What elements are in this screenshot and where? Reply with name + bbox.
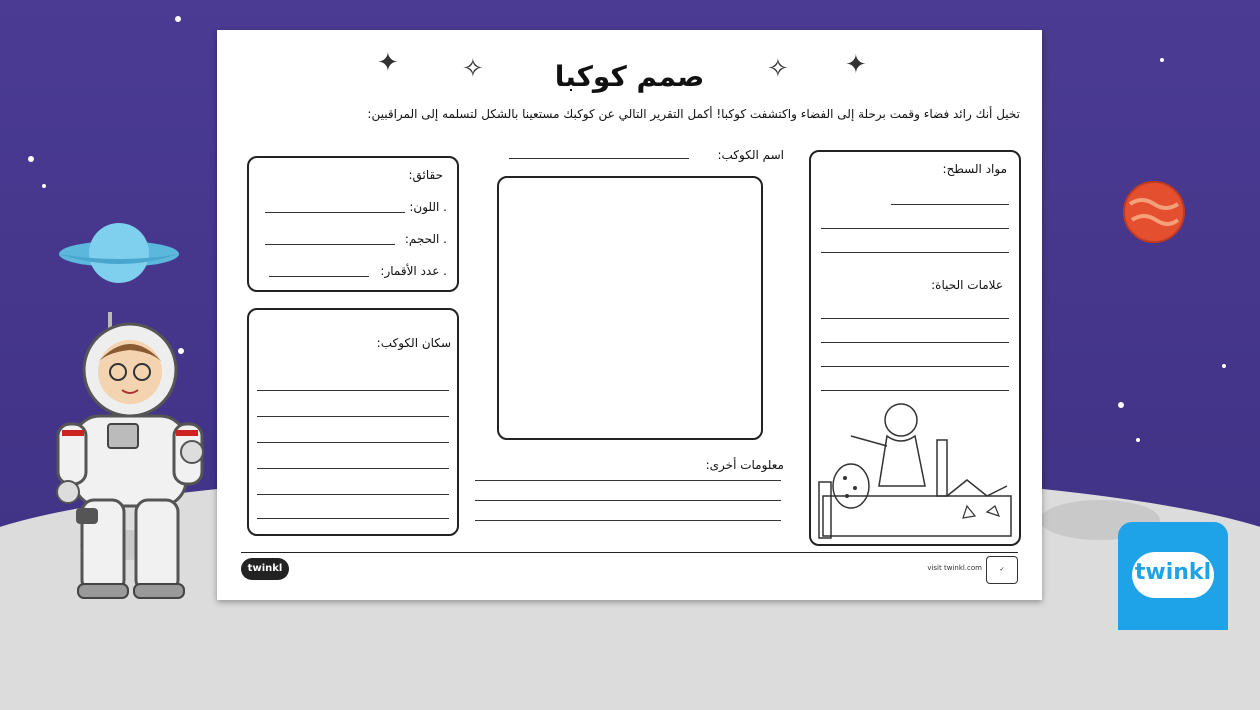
answer-line[interactable] — [257, 390, 449, 391]
sparkle-icon: ✦ — [845, 50, 867, 80]
surface-label: مواد السطح: — [942, 162, 1007, 176]
answer-line[interactable] — [269, 276, 369, 277]
star — [42, 184, 46, 188]
child-in-bed-illustration — [817, 396, 1013, 540]
answer-line[interactable] — [821, 318, 1009, 319]
red-planet-icon — [1122, 180, 1186, 244]
answer-line[interactable] — [821, 390, 1009, 391]
star — [175, 16, 181, 22]
star — [28, 156, 34, 162]
star — [1136, 438, 1140, 442]
answer-line[interactable] — [475, 520, 781, 521]
answer-line[interactable] — [475, 480, 781, 481]
twinkl-logo: twinkl — [241, 558, 289, 580]
sparkle-icon: ✧ — [767, 54, 789, 84]
fact-moons-label: . عدد الأقمار: — [380, 264, 447, 278]
twinkl-badge[interactable] — [1118, 522, 1228, 630]
sparkle-icon: ✦ — [377, 48, 399, 78]
answer-line[interactable] — [821, 366, 1009, 367]
answer-line[interactable] — [257, 518, 449, 519]
worksheet — [217, 30, 1042, 600]
answer-line[interactable] — [891, 204, 1009, 205]
visit-link[interactable]: visit twinkl.com — [927, 564, 982, 572]
answer-line[interactable] — [257, 442, 449, 443]
answer-line[interactable] — [475, 500, 781, 501]
other-info-label: معلومات أخرى: — [705, 458, 784, 472]
answer-line[interactable] — [257, 494, 449, 495]
astronaut-illustration — [48, 312, 213, 602]
star — [1222, 364, 1226, 368]
footer-divider — [241, 552, 1018, 553]
twinkl-badge-text: twinkl — [1134, 560, 1212, 585]
answer-line[interactable] — [265, 212, 405, 213]
star — [1118, 402, 1124, 408]
planet-name-label: اسم الكوكب: — [717, 148, 784, 162]
facts-heading: حقائق: — [408, 168, 443, 182]
inhabitants-heading: سكان الكوكب: — [376, 336, 451, 350]
planet-name-line[interactable] — [509, 158, 689, 159]
answer-line[interactable] — [821, 342, 1009, 343]
ringed-planet-icon — [58, 218, 180, 288]
life-signs-label: علامات الحياة: — [931, 278, 1003, 292]
answer-line[interactable] — [257, 416, 449, 417]
answer-line[interactable] — [821, 252, 1009, 253]
planet-drawing-box[interactable] — [497, 176, 763, 440]
certificate-icon: ✓ — [986, 556, 1018, 584]
fact-color-label: . اللون: — [409, 200, 447, 214]
inhabitants-box — [247, 308, 459, 536]
star — [1160, 58, 1164, 62]
facts-box — [247, 156, 459, 292]
fact-size-label: . الحجم: — [404, 232, 447, 246]
answer-line[interactable] — [821, 228, 1009, 229]
instructions: تخيل أنك رائد فضاء وقمت برحلة إلى الفضاء واكتشفت كوكبا! أكمل التقرير التالي عن كوكبك مستعينا بالشكل لتسلمه إلى المراقبين: — [367, 107, 1020, 121]
answer-line[interactable] — [265, 244, 395, 245]
surface-life-box — [809, 150, 1021, 546]
sparkle-icon: ✧ — [462, 54, 484, 84]
answer-line[interactable] — [257, 468, 449, 469]
worksheet-title: صمم كوكبا — [554, 60, 705, 93]
